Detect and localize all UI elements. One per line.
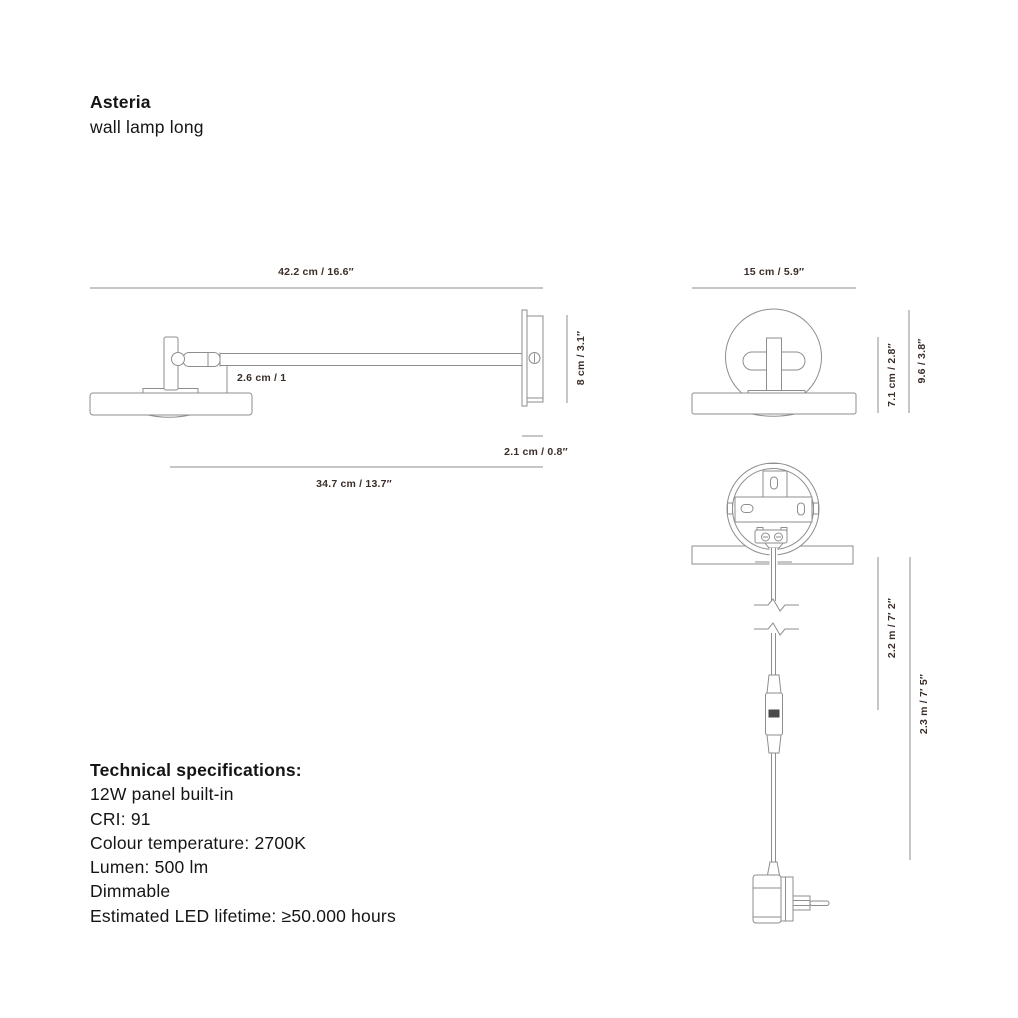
- back-view-drawing: [692, 463, 910, 923]
- plug-collar: [781, 877, 793, 921]
- plug-body: [753, 875, 781, 923]
- dim-label-arm-length: 34.7 cm / 13.7″: [316, 478, 392, 490]
- bracket-vertical: [763, 471, 787, 497]
- dim-label-bracket-height: 8 cm / 3.1″: [575, 330, 587, 386]
- technical-specifications: [90, 758, 396, 928]
- bracket-horizontal: [735, 497, 812, 522]
- product-name: Asteria: [90, 92, 151, 112]
- arm-hub: [183, 353, 220, 367]
- spec-line-dimmable: Dimmable: [90, 881, 171, 902]
- ball-joint: [172, 353, 185, 366]
- spec-line-wattage: 12W panel built-in: [90, 784, 234, 805]
- spec-line-colour-temperature: Colour temperature: 2700K: [90, 832, 307, 853]
- side-view-drawing: [90, 288, 567, 467]
- arm-tube: [220, 354, 522, 366]
- spec-line-led-lifetime: Estimated LED lifetime: ≥50.000 hours: [90, 905, 396, 926]
- dim-label-height-inner: 7.1 cm / 2.8″: [886, 343, 898, 407]
- lamp-shade-side: [90, 393, 252, 415]
- lamp-shade-front: [692, 393, 856, 414]
- product-variant: wall lamp long: [90, 116, 204, 137]
- dim-label-arm-height: 2.6 cm / 1: [237, 372, 287, 384]
- dim-label-height-outer: 9.6 / 3.8″: [916, 338, 928, 384]
- stem-front: [767, 338, 782, 392]
- plug-prong: [810, 901, 829, 906]
- wall-plate-side: [522, 310, 527, 406]
- dim-label-cord-total: 2.3 m / 7′ 5″: [918, 673, 930, 735]
- dim-label-cord-to-dimmer: 2.2 m / 7′ 2″: [886, 597, 898, 659]
- spec-line-lumen: Lumen: 500 lm: [90, 857, 209, 878]
- spec-line-cri: CRI: 91: [90, 808, 151, 829]
- dim-label-shade-width: 15 cm / 5.9″: [743, 266, 805, 278]
- dim-label-overall-width: 42.2 cm / 16.6″: [278, 266, 354, 278]
- front-view-drawing: [692, 288, 909, 416]
- break-mark: [754, 623, 799, 635]
- dim-label-plate-depth: 2.1 cm / 0.8″: [504, 446, 568, 458]
- specs-heading: Technical specifications:: [90, 760, 302, 780]
- plug-neck: [768, 862, 780, 875]
- dimmer-label: [769, 710, 780, 718]
- prong-base: [793, 896, 810, 910]
- break-mark: [754, 599, 799, 611]
